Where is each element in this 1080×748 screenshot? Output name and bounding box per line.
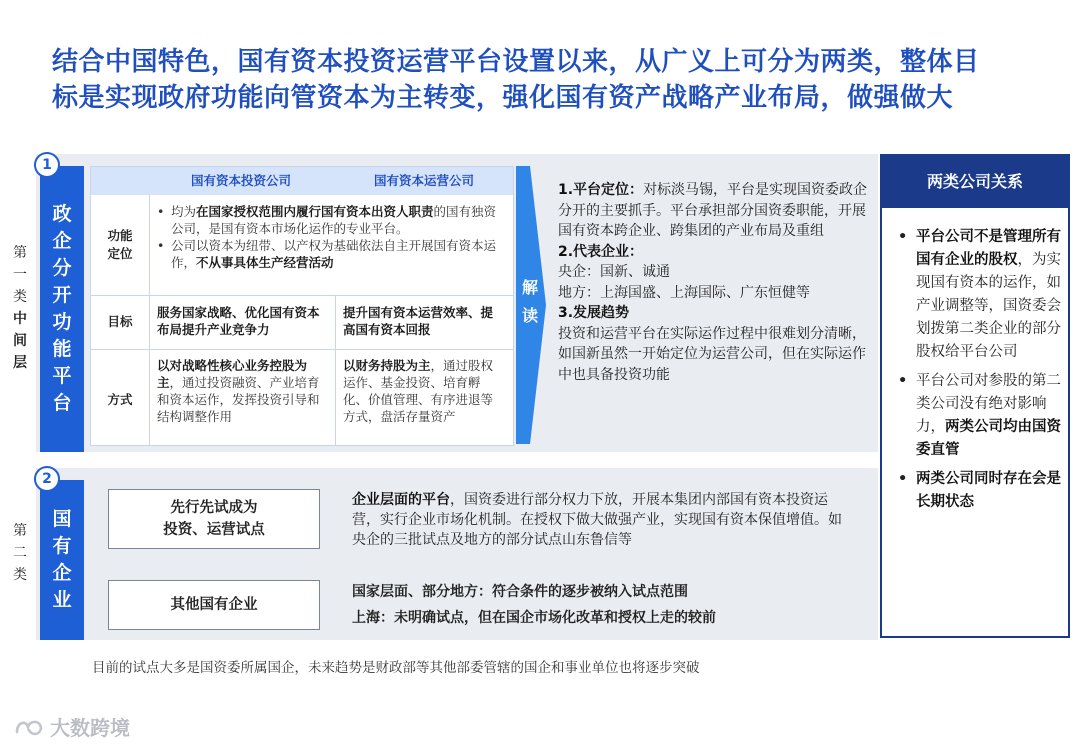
brand-logo-text: 大数跨境 [50,716,130,740]
paragraph: 地方：上海国盛、上海国际、广东恒健等 [558,284,810,301]
row-label-line: 定位 [107,246,133,261]
row-label-function [91,227,149,263]
paragraph: 央企：国新、诚通 [558,264,670,280]
divider [91,349,513,350]
side-char: 层 [13,355,27,371]
function-cell [155,203,503,271]
text: 以对战略性核心业务控股为主 [157,358,308,390]
pilot-description [352,490,852,550]
text: 两类公司同时存在会是长期状态 [916,471,1061,510]
bar-char: 企 [52,562,72,584]
pilot-enterprise-box [108,489,320,549]
section-2-number-badge: 2 [34,466,60,492]
text: ，通过股权运作、基金投资、培育孵化、价值管理、有序进退等方式，盘活存量资产 [343,358,494,424]
text: 的国有独资公司，是国有资本市场化运作的专业平台。 [171,204,497,236]
box-line: 先行先试成为 [170,500,258,516]
relation-title: 两类公司关系 [882,156,1068,208]
arrow-char: 解 [521,278,538,297]
box-line: 投资、运营试点 [163,522,265,538]
paragraph: 投资和运营平台在实际运作过程中很难划分清晰，如国新虽然一开始定位为运营公司，但在实际运作中也具备投资功能 [558,325,866,383]
section-2-side-label [8,520,32,586]
text: 对标淡马锡，平台是实现国资委政企分开的主要抓手。平台承担部分国资委职能，开展国有资本跨企业、跨集团的产业布局及重组 [558,182,868,239]
interpretation-text [558,180,870,385]
text: 不从事具体生产经营活动 [196,255,334,270]
bar-char: 功 [52,311,72,333]
company-comparison-table [90,166,514,446]
method-investment [157,357,327,425]
text: 平台公司不是管理所有国有企业的股权 [916,229,1061,268]
divider [91,295,513,296]
side-char: 间 [13,333,27,349]
target-investment: 服务国家战略、优化国有资本布局提升产业竞争力 [157,305,320,337]
bar-char: 能 [52,338,72,360]
bar-char: 开 [52,284,72,306]
title-line-2: 标是实现政府功能向管资本为主转变，强化国有资产战略产业布局，做强做大 [52,83,954,113]
text: ，通过投资融资、产业培育和资本运作，发挥投资引导和结构调整作用 [157,375,320,424]
bar-char: 平 [52,365,72,387]
list-item [896,468,1062,514]
column-header-investment: 国有资本投资公司 [190,173,291,188]
national-level-text: 国家层面、部分地方：符合条件的逐步被纳入试点范围 [352,584,688,600]
title-line-1: 结合中国特色，国有资本投资运营平台设置以来，从广义上可分为两类，整体目 [52,47,980,77]
paragraph [558,242,870,263]
section-1-side-label [8,242,32,374]
list-item: • 公司以资本为纽带、以产权为基础依法自主开展国有资本运作，不从事具体生产经营活动 [157,238,497,270]
bar-char: 企 [52,230,72,252]
relation-box [880,154,1070,638]
text: 平台公司对参股的第二类公司没有绝对影响力， [916,373,1061,435]
brand-logo [14,712,130,741]
relation-list [896,226,1062,520]
bar-char: 分 [52,257,72,279]
method-operation [343,357,505,425]
text: ，为实现国有资本的运作，如产业调整等，国资委会划拨第二类企业的部分股权给平台公司 [916,252,1061,360]
arrow-char: 读 [521,306,538,325]
side-char: 类 [13,567,27,583]
page-title [52,44,1052,116]
paragraph [558,180,870,242]
other-soe-box: 其他国有企业 [108,580,320,630]
bar-char: 有 [52,535,72,557]
divider [149,195,150,445]
side-char: 类 [13,289,27,305]
brand-logo-icon [14,716,44,738]
column-header-operation: 国有资本运营公司 [373,173,474,188]
text: 均为 [171,204,197,219]
bar-char: 业 [52,589,72,611]
heading: 3.发展趋势 [558,305,630,321]
heading: 2.代表企业： [558,243,644,260]
text: 在国家授权范围内履行国有资本出资人职责 [196,204,434,219]
side-char: 第 [13,245,27,261]
list-item [896,226,1062,364]
divider [335,295,336,445]
section-2-bar [40,480,84,640]
paragraph [558,303,870,324]
bar-char: 台 [52,392,72,414]
heading: 1.平台定位： [558,182,644,198]
interpretation-label [518,274,542,330]
side-char: 一 [13,267,27,283]
text: 企业层面的平台 [352,492,450,508]
row-label-line: 功能 [107,228,133,243]
side-char: 二 [13,545,27,561]
target-operation: 提升国有资本运营效率、提高国有资本回报 [343,305,494,337]
shanghai-text: 上海：未明确试点，但在国企市场化改革和授权上走的较前 [352,610,716,626]
bar-char: 国 [52,508,72,530]
section-1-number-badge: 1 [34,152,60,178]
text: 以财务持股为主 [343,358,431,373]
side-char: 中 [13,311,27,327]
bar-char: 政 [52,203,72,225]
text: 两类公司均由国资委直管 [916,419,1061,458]
section-1-bar [40,166,84,452]
text: ，国资委进行部分权力下放，开展本集团内部国有资本投资运营，实行企业市场化机制。在授权下做大做强产业，实现国有资本保值增值。如央企的三批试点及地方的部分试点山东鲁信等 [352,492,842,548]
footnote: 目前的试点大多是国资委所属国企，未来趋势是财政部等其他部委管辖的国企和事业单位也将逐步突破 [92,660,700,676]
side-char: 第 [13,523,27,539]
list-item: • 均为在国家授权范围内履行国有资本出资人职责的国有独资公司，是国有资本市场化运作的专业平台。 [157,204,497,236]
list-item [896,370,1062,462]
row-label-target: 目标 [107,314,133,329]
text: 公司以资本为纽带、以产权为基础依法自主开展国有资本运作， [171,238,497,270]
row-label-method: 方式 [107,392,133,407]
